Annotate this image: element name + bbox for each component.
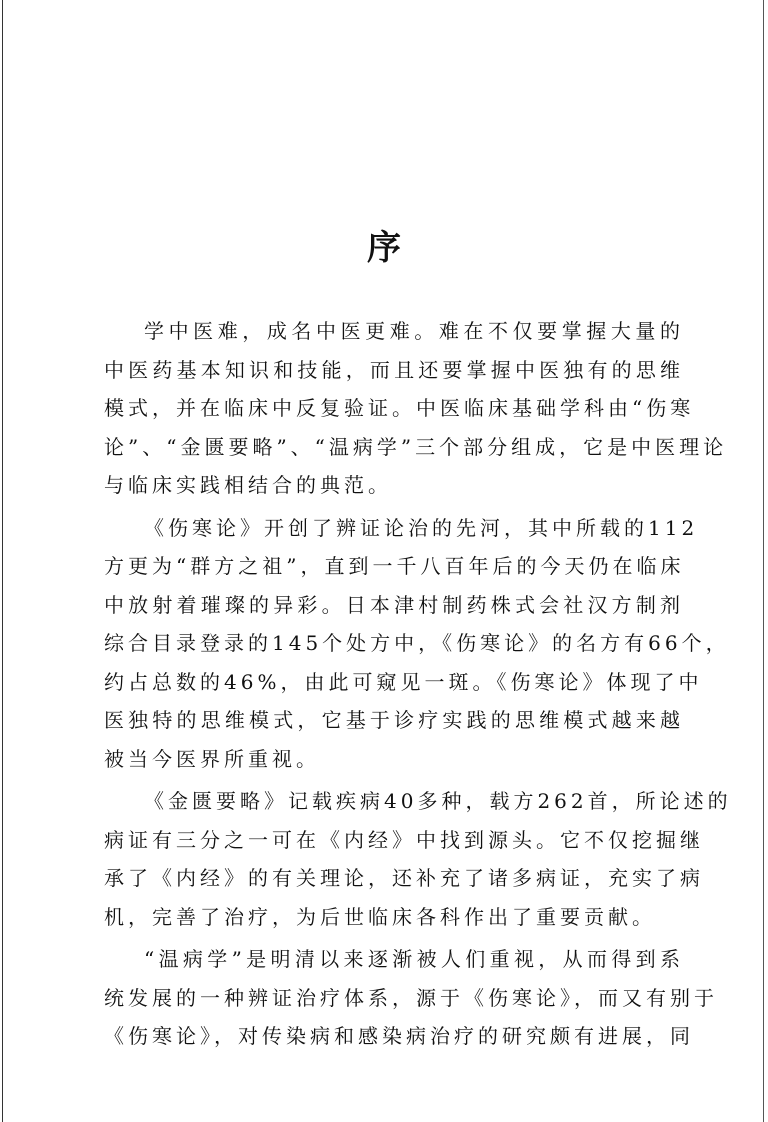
text-line: 中医药基本知识和技能，而且还要掌握中医独有的思维 [104, 357, 684, 382]
text-line: 《金匮要略》记载疾病40多种，载方262首，所论述的 [144, 789, 732, 813]
paragraph [104, 509, 730, 779]
text-line: 医独特的思维模式，它基于诊疗实践的思维模式越来越 [104, 708, 684, 732]
text-line: 中放射着璀璨的异彩。日本津村制药株式会社汉方制剂 [104, 592, 684, 617]
paragraph [104, 312, 728, 505]
text-line: “温病学”是明清以来逐渐被人们重视，从而得到系 [144, 947, 684, 971]
text-line: 承了《内经》的有关理论，还补充了诸多病证，充实了病 [104, 866, 704, 890]
text-line: 论”、“金匮要略”、“温病学”三个部分组成，它是中医理论 [104, 434, 728, 459]
text-line: 方更为“群方之祖”，直到一千八百年后的今天仍在临床 [104, 554, 685, 578]
text-line: 机，完善了治疗，为后世临床各科作出了重要贡献。 [104, 904, 656, 929]
text-line: 被当今医界所重视。 [104, 746, 320, 771]
body-text [104, 312, 732, 1056]
text-line: 模式，并在临床中反复验证。中医临床基础学科由“伤寒 [104, 396, 695, 420]
page-edge-left [2, 0, 3, 1122]
text-line: 《伤寒论》开创了辨证论治的先河，其中所载的112 [144, 515, 699, 540]
text-line: 统发展的一种辨证治疗体系，源于《伤寒论》，而又有别于 [104, 985, 718, 1010]
paragraph [104, 782, 732, 936]
text-line: 学中医难，成名中医更难。难在不仅要掌握大量的 [144, 319, 684, 343]
text-line: 《伤寒论》，对传染病和感染病治疗的研究颇有进展，同 [104, 1024, 694, 1048]
text-line: 综合目录登录的145个处方中，《伤寒论》的名方有66个， [104, 631, 730, 655]
page-title: 序 [367, 228, 401, 268]
text-line: 与临床实践相结合的典范。 [104, 473, 392, 497]
text-line: 病证有三分之一可在《内经》中找到源头。它不仅挖掘继 [104, 827, 704, 852]
page-edge-right [763, 0, 764, 1122]
text-line: 约占总数的46%，由此可窥见一斑。《伤寒论》体现了中 [104, 669, 703, 694]
paragraph [104, 940, 718, 1056]
